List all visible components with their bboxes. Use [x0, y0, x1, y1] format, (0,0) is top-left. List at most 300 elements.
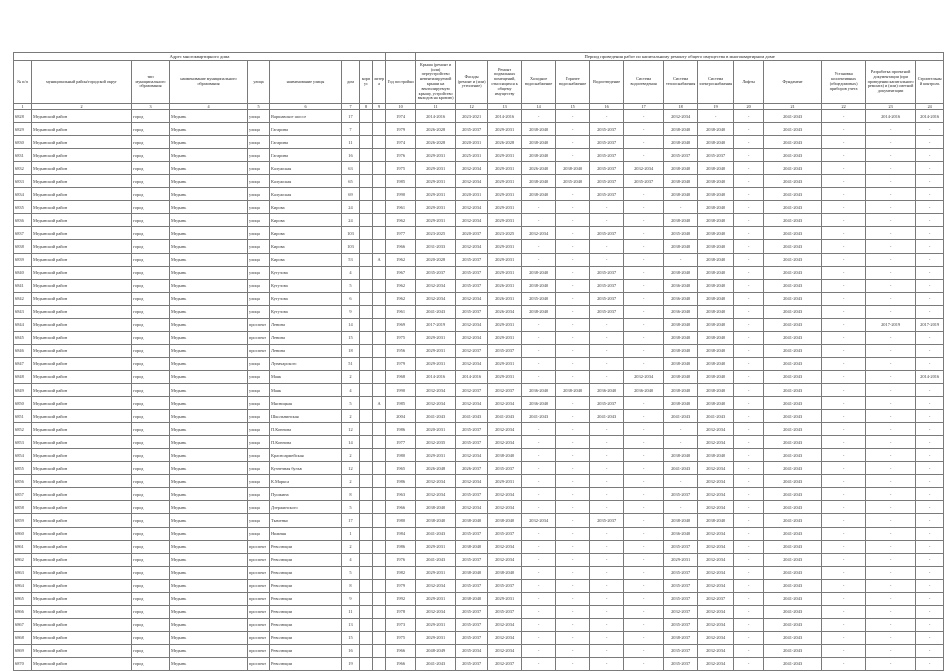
table-cell: - [590, 110, 624, 123]
table-cell: 1966 [386, 240, 416, 253]
table-cell: Кирова [270, 201, 342, 214]
table-cell: 2036-2040 [664, 279, 698, 292]
table-cell: - [522, 331, 556, 344]
table-cell: Медынский район [32, 266, 132, 279]
table-cell: 2036-2040 [590, 383, 624, 396]
table-cell: проспект [248, 318, 270, 331]
table-cell: - [624, 214, 664, 227]
table-row [14, 462, 944, 475]
table-cell: 2032-2034 [488, 540, 522, 553]
table-cell: 2036-2040 [522, 397, 556, 410]
table-row [14, 644, 944, 657]
column-header: Фундамент [764, 61, 822, 104]
table-cell: - [734, 592, 764, 605]
table-cell: - [590, 631, 624, 644]
table-row [14, 357, 944, 370]
table-cell [373, 475, 386, 488]
table-cell: - [866, 240, 916, 253]
table-cell: - [522, 475, 556, 488]
table-cell [373, 331, 386, 344]
table-cell: 2041-2043 [764, 540, 822, 553]
table-cell: - [916, 227, 944, 240]
table-cell [360, 527, 373, 540]
table-cell: Медынь [170, 631, 248, 644]
table-cell: Медынь [170, 449, 248, 462]
table-cell: 2041-2043 [698, 410, 734, 423]
table-row [14, 175, 944, 188]
table-cell: Медынский район [32, 566, 132, 579]
table-cell: улица [248, 188, 270, 201]
table-cell: Калужская [270, 188, 342, 201]
table-cell [373, 110, 386, 123]
table-cell: 2032-2037 [664, 605, 698, 618]
table-cell: 2038-2040 [664, 370, 698, 383]
table-cell: 2041-2043 [764, 253, 822, 266]
table-cell: Медынский район [32, 136, 132, 149]
table-cell: Медынь [170, 344, 248, 357]
table-cell: 2035-2037 [590, 514, 624, 527]
table-cell: - [522, 605, 556, 618]
table-row [14, 201, 944, 214]
column-number: 5 [248, 104, 270, 110]
table-cell: город [132, 657, 170, 670]
table-cell: 2035-2037 [488, 579, 522, 592]
table-cell: проспект [248, 566, 270, 579]
table-cell: Медынь [170, 175, 248, 188]
table-cell: 6833 [14, 175, 32, 188]
table-cell: 2029-2031 [488, 188, 522, 201]
table-cell: 15 [342, 631, 360, 644]
table-cell [360, 344, 373, 357]
table-cell: 2032-2034 [456, 318, 488, 331]
column-header: Система водоотведения [624, 61, 664, 104]
table-row [14, 266, 944, 279]
column-number: 2 [32, 104, 132, 110]
table-cell [360, 357, 373, 370]
table-cell: проспект [248, 540, 270, 553]
table-cell: - [916, 279, 944, 292]
table-cell: город [132, 488, 170, 501]
table-cell: 2038-2040 [698, 201, 734, 214]
table-cell: - [822, 201, 866, 214]
table-cell: Медынский район [32, 188, 132, 201]
table-cell: 2020-2028 [416, 253, 456, 266]
table-cell: 2038-2040 [522, 175, 556, 188]
table-cell [373, 201, 386, 214]
table-cell [373, 423, 386, 436]
table-cell: - [916, 514, 944, 527]
table-cell: - [916, 331, 944, 344]
table-cell: город [132, 344, 170, 357]
table-cell: улица [248, 253, 270, 266]
table-cell: - [734, 214, 764, 227]
table-cell: Варшавское шоссе [270, 110, 342, 123]
table-cell: 2035-2037 [456, 436, 488, 449]
table-cell: 1979 [386, 357, 416, 370]
table-cell: Медынский район [32, 579, 132, 592]
table-cell [360, 579, 373, 592]
column-number: 12 [456, 104, 488, 110]
table-cell: 2017-2019 [416, 318, 456, 331]
table-cell: улица [248, 110, 270, 123]
table-cell: 6835 [14, 201, 32, 214]
table-cell: 2041-2043 [764, 175, 822, 188]
column-number: 8 [360, 104, 373, 110]
table-cell: - [734, 136, 764, 149]
table-cell: 2041-2043 [764, 527, 822, 540]
table-cell: 2038-2040 [698, 370, 734, 383]
table-cell: Медынский район [32, 592, 132, 605]
table-cell: 2032-2034 [698, 631, 734, 644]
column-number: 4 [170, 104, 248, 110]
table-cell: - [916, 605, 944, 618]
table-cell: 5 [342, 501, 360, 514]
table-cell: Революции [270, 566, 342, 579]
column-header: муниципальный район/городской округ [32, 61, 132, 104]
table-cell: Революции [270, 631, 342, 644]
table-cell: - [916, 553, 944, 566]
table-cell: улица [248, 292, 270, 305]
table-cell: - [822, 592, 866, 605]
table-cell: 6867 [14, 618, 32, 631]
table-cell: - [916, 436, 944, 449]
table-cell: - [822, 240, 866, 253]
table-cell: - [916, 579, 944, 592]
table-cell: 1979 [386, 579, 416, 592]
table-cell: - [556, 553, 590, 566]
table-cell [360, 214, 373, 227]
table-cell: 2035-2037 [456, 527, 488, 540]
column-number: 22 [822, 104, 866, 110]
table-cell: 2032-2034 [456, 449, 488, 462]
table-cell [360, 383, 373, 396]
table-cell: город [132, 618, 170, 631]
table-cell: - [522, 631, 556, 644]
table-cell: - [866, 566, 916, 579]
table-cell: 1975 [386, 331, 416, 344]
table-row [14, 123, 944, 136]
table-cell: город [132, 579, 170, 592]
table-cell: 2035-2037 [456, 631, 488, 644]
column-number: 21 [764, 104, 822, 110]
table-cell: Медынский район [32, 344, 132, 357]
table-cell: - [916, 618, 944, 631]
table-cell: - [822, 227, 866, 240]
table-cell: - [556, 201, 590, 214]
table-cell: 2029-2031 [488, 123, 522, 136]
table-cell: город [132, 592, 170, 605]
table-cell: - [822, 462, 866, 475]
table-cell: - [916, 136, 944, 149]
table-cell: - [822, 449, 866, 462]
table-cell: 4 [342, 383, 360, 396]
table-cell: 2032-2034 [456, 240, 488, 253]
column-number: 18 [664, 104, 698, 110]
table-cell: 6832 [14, 162, 32, 175]
table-cell: - [624, 292, 664, 305]
table-cell: 6842 [14, 292, 32, 305]
table-cell: - [624, 110, 664, 123]
table-cell: - [734, 162, 764, 175]
table-cell: Медынь [170, 266, 248, 279]
table-cell: - [866, 540, 916, 553]
table-cell: - [556, 618, 590, 631]
header-group-row [14, 53, 944, 61]
table-cell: город [132, 566, 170, 579]
table-cell: Медынь [170, 501, 248, 514]
table-cell: - [698, 110, 734, 123]
table-cell: 2029-2031 [416, 201, 456, 214]
table-cell: - [624, 462, 664, 475]
table-cell: Медынь [170, 514, 248, 527]
table-cell: 2032-2034 [456, 162, 488, 175]
table-cell: Медынский район [32, 553, 132, 566]
table-cell: 2029-2031 [416, 540, 456, 553]
table-cell: - [866, 436, 916, 449]
column-header: тип муниципального образования [132, 61, 170, 104]
table-cell: 1968 [386, 370, 416, 383]
table-cell: 2038-2040 [698, 344, 734, 357]
table-cell: Медынский район [32, 370, 132, 383]
table-cell: 15 [342, 331, 360, 344]
table-cell: город [132, 123, 170, 136]
table-cell: 2041-2043 [764, 514, 822, 527]
table-cell: 2041-2043 [764, 644, 822, 657]
table-cell: - [916, 449, 944, 462]
table-cell: - [822, 175, 866, 188]
table-cell: - [822, 540, 866, 553]
table-cell [373, 318, 386, 331]
table-cell: 1965 [386, 462, 416, 475]
table-cell: город [132, 240, 170, 253]
table-cell [373, 357, 386, 370]
table-cell: 2032-2034 [488, 631, 522, 644]
table-cell: - [734, 423, 764, 436]
table-cell: 2029-2031 [488, 240, 522, 253]
table-cell: Медынь [170, 136, 248, 149]
table-cell: - [624, 488, 664, 501]
table-cell [360, 370, 373, 383]
table-cell: - [734, 475, 764, 488]
table-cell: 65 [342, 175, 360, 188]
table-cell: Медынский район [32, 279, 132, 292]
table-cell: Медынский район [32, 292, 132, 305]
table-row [14, 292, 944, 305]
table-cell: - [590, 592, 624, 605]
table-cell: - [664, 253, 698, 266]
table-cell: Кутузова [270, 279, 342, 292]
table-cell: 2038-2040 [664, 383, 698, 396]
table-cell: 2035-2040 [556, 175, 590, 188]
table-cell: 2038-2040 [698, 188, 734, 201]
table-cell: 2041-2043 [522, 410, 556, 423]
table-row [14, 475, 944, 488]
table-cell: 1962 [386, 253, 416, 266]
table-cell: - [822, 331, 866, 344]
table-cell: - [556, 240, 590, 253]
table-cell: - [664, 436, 698, 449]
table-cell: 2038-2040 [664, 397, 698, 410]
table-cell: - [866, 253, 916, 266]
table-cell: - [916, 253, 944, 266]
table-cell: - [522, 370, 556, 383]
table-cell: 2041-2043 [764, 162, 822, 175]
table-cell: - [734, 240, 764, 253]
table-cell: 2041-2043 [764, 266, 822, 279]
table-cell: - [624, 579, 664, 592]
table-cell: - [590, 579, 624, 592]
table-cell: 2041-2043 [764, 383, 822, 396]
table-cell: Пушкина [270, 488, 342, 501]
table-cell: - [866, 644, 916, 657]
table-cell: 2023-2025 [416, 227, 456, 240]
table-cell: улица [248, 266, 270, 279]
table-cell: город [132, 318, 170, 331]
table-cell: 2038-2040 [488, 449, 522, 462]
table-cell: 1984 [386, 527, 416, 540]
table-cell: 2032-2034 [488, 644, 522, 657]
table-cell: - [822, 527, 866, 540]
table-cell: Кирова [270, 227, 342, 240]
table-cell: Медынь [170, 123, 248, 136]
table-cell: 2014-2016 [456, 370, 488, 383]
table-cell: - [522, 501, 556, 514]
table-cell: 2029-2031 [416, 631, 456, 644]
table-cell: 2029-2031 [416, 449, 456, 462]
table-cell: - [916, 240, 944, 253]
table-cell: 2038-2040 [456, 566, 488, 579]
table-cell: - [556, 644, 590, 657]
table-cell: - [624, 305, 664, 318]
table-cell: - [556, 292, 590, 305]
table-row [14, 149, 944, 162]
table-cell: город [132, 292, 170, 305]
table-cell: - [866, 344, 916, 357]
table-cell: - [590, 475, 624, 488]
table-cell: - [556, 370, 590, 383]
table-cell: Медынский район [32, 644, 132, 657]
table-cell: Луначарского [270, 357, 342, 370]
table-cell [373, 514, 386, 527]
table-cell: 2038-2040 [664, 514, 698, 527]
table-cell [360, 540, 373, 553]
table-cell: Медынский район [32, 357, 132, 370]
column-number: 7 [342, 104, 360, 110]
table-cell: 1974 [386, 110, 416, 123]
table-cell: город [132, 462, 170, 475]
table-cell: 5 [342, 397, 360, 410]
table-cell: улица [248, 397, 270, 410]
table-cell: город [132, 162, 170, 175]
table-cell: - [624, 240, 664, 253]
table-cell [360, 410, 373, 423]
column-header: Фасады (ремонт и (или) утепление) [456, 61, 488, 104]
table-cell: - [866, 488, 916, 501]
table-cell: Революции [270, 618, 342, 631]
table-cell: 2032-2034 [456, 201, 488, 214]
table-cell: Маяк [270, 370, 342, 383]
table-cell: 2038-2040 [522, 266, 556, 279]
column-header: наименование улицы [270, 61, 342, 104]
table-cell: Медынский район [32, 540, 132, 553]
table-cell: 11 [342, 605, 360, 618]
table-cell: 2032-2034 [416, 488, 456, 501]
table-cell: 2041-2043 [664, 410, 698, 423]
table-cell: 6863 [14, 566, 32, 579]
table-row [14, 397, 944, 410]
table-cell: 2041-2043 [764, 566, 822, 579]
table-cell: 16 [342, 149, 360, 162]
table-cell: - [590, 657, 624, 670]
table-cell: - [866, 449, 916, 462]
table-cell: 2035-2037 [590, 397, 624, 410]
table-cell: - [866, 357, 916, 370]
table-cell [373, 175, 386, 188]
table-cell: 2032-2037 [456, 344, 488, 357]
table-cell: 2038-2040 [664, 318, 698, 331]
table-cell: 24 [342, 214, 360, 227]
table-cell: 2035-2040 [664, 227, 698, 240]
table-cell: 6855 [14, 462, 32, 475]
table-cell: 1992 [386, 592, 416, 605]
table-cell: 2014-2016 [416, 370, 456, 383]
column-header: Ремонт подвальных помещений, относящихся к общему имуществу [488, 61, 522, 104]
table-cell: 2032-2034 [698, 644, 734, 657]
table-cell: 2041-2043 [488, 410, 522, 423]
table-cell: улица [248, 240, 270, 253]
table-cell: 2032-2034 [698, 501, 734, 514]
table-cell: Медынь [170, 227, 248, 240]
table-cell: 2029-2031 [664, 553, 698, 566]
table-cell [373, 540, 386, 553]
table-cell: 2036-2040 [624, 383, 664, 396]
table-row [14, 214, 944, 227]
table-cell: 6836 [14, 214, 32, 227]
column-header: № п/п [14, 61, 32, 104]
table-cell: 51 [342, 357, 360, 370]
table-cell: 2041-2043 [764, 488, 822, 501]
table-cell: город [132, 188, 170, 201]
table-cell [360, 188, 373, 201]
table-cell: - [734, 579, 764, 592]
column-number: 3 [132, 104, 170, 110]
table-cell: - [522, 657, 556, 670]
table-cell: 6830 [14, 136, 32, 149]
table-cell: 2029-2031 [416, 566, 456, 579]
table-cell: - [822, 475, 866, 488]
table-cell: 1980 [386, 449, 416, 462]
table-cell: 2038-2040 [664, 449, 698, 462]
table-cell: - [556, 344, 590, 357]
table-cell: - [866, 553, 916, 566]
table-cell [373, 344, 386, 357]
table-cell [360, 162, 373, 175]
table-cell: - [556, 462, 590, 475]
table-cell: - [522, 579, 556, 592]
table-cell: 2026-2028 [488, 136, 522, 149]
table-cell: 2048-2049 [416, 644, 456, 657]
table-cell: - [556, 436, 590, 449]
table-cell: 2032-2034 [698, 605, 734, 618]
table-cell: 2041-2043 [764, 553, 822, 566]
table-cell: 2035-2037 [664, 540, 698, 553]
table-cell: - [556, 475, 590, 488]
table-cell: Медынский район [32, 527, 132, 540]
table-cell: 2032-2034 [456, 475, 488, 488]
table-cell: - [590, 370, 624, 383]
table-cell: улица [248, 462, 270, 475]
table-cell: город [132, 279, 170, 292]
